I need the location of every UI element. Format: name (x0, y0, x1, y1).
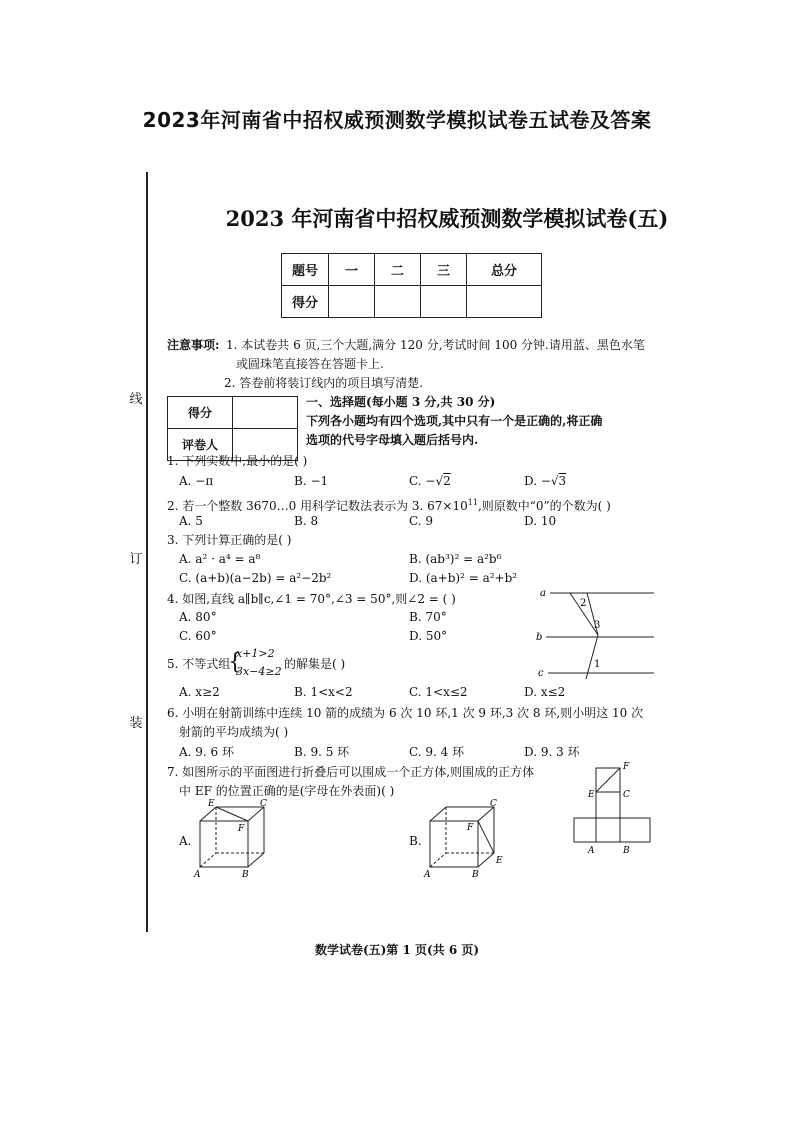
grader-label: 得分 (168, 397, 233, 429)
cube-b-label-b: B (472, 870, 479, 880)
q6-line1: 6. 小明在射箭训练中连续 10 箭的成绩为 6 次 10 环,1 次 9 环,3 次 8 环,则小明这 10 次 (167, 706, 644, 720)
page-footer: 数学试卷(五)第 1 页(共 6 页) (314, 943, 480, 957)
cube-b-edge (430, 807, 446, 821)
q1-option-a: A. −π (179, 474, 214, 488)
q7-line1: 7. 如图所示的平面图进行折叠后可以围成一个正方体,则围成的正方体 (167, 765, 535, 779)
transversal-lower (586, 635, 601, 679)
q7-line2: 中 EF 的位置正确的是(字母在外表面)( ) (179, 784, 395, 798)
q6-option-c: C. 9. 4 环 (409, 745, 465, 759)
q1-option-d-prefix: D. − (524, 474, 551, 488)
score-header-cell: 二 (375, 254, 421, 286)
cube-net-figure (570, 760, 654, 860)
q1-option-b: B. −1 (294, 474, 329, 488)
q5-option-a: A. x≥2 (179, 685, 220, 699)
cube-b-label-f: F (467, 823, 474, 833)
cube-a-label-e: E (208, 799, 215, 809)
net-label-a: A (588, 846, 595, 856)
q3-option-c: C. (a+b)(a−2b) = a²−2b² (179, 571, 332, 585)
q7-option-a: A. (179, 834, 192, 848)
notes-label: 注意事项: (167, 338, 220, 352)
score-table (281, 253, 542, 318)
q2-exponent: 11 (467, 498, 478, 507)
label-b: b (536, 632, 543, 643)
q2-option-d: D. 10 (524, 514, 557, 528)
q1-option-c-radicand: 2 (443, 474, 451, 488)
q2-stem (167, 493, 611, 516)
q3-option-d: D. (a+b)² = a²+b² (409, 571, 518, 585)
q6-option-a: A. 9. 6 环 (179, 745, 235, 759)
q5-option-b: B. 1<x<2 (294, 685, 353, 699)
net-label-c: C (623, 790, 630, 800)
q2-option-a: A. 5 (179, 514, 203, 528)
q1-option-c-prefix: C. − (409, 474, 436, 488)
notes-item1-line2: 或圆珠笔直接答在答题卡上. (236, 357, 384, 371)
q2-stem-text: 2. 若一个整数 3670…0 用科学记数法表示为 3. 67×10 (167, 499, 468, 513)
angle-2-label: 2 (580, 598, 587, 609)
cube-a-label-f: F (238, 824, 245, 834)
q6-option-d: D. 9. 3 环 (524, 745, 580, 759)
q2-option-c: C. 9 (409, 514, 434, 528)
label-c: c (538, 668, 544, 679)
q1-option-c: C. −√2 (409, 474, 451, 488)
net-face (620, 818, 650, 842)
cube-a-figure (192, 797, 274, 881)
q6-line2: 射箭的平均成绩为( ) (179, 725, 289, 739)
binding-label-zhuang: 装 (129, 716, 143, 731)
q4-option-c: C. 60° (179, 629, 217, 643)
angle-3-label: 3 (594, 620, 601, 631)
net-face (596, 792, 620, 818)
q5-inequality-1: x+1>2 (236, 647, 275, 660)
score-input-cell[interactable] (329, 286, 375, 318)
binding-label-ding: 订 (129, 552, 143, 567)
cube-b-hidden-edge (430, 853, 446, 867)
q4-option-b: B. 70° (409, 610, 447, 624)
net-face (574, 818, 596, 842)
score-input-cell[interactable] (375, 286, 421, 318)
q5-stem-prefix: 5. 不等式组 (167, 657, 231, 671)
q2-option-b: B. 8 (294, 514, 319, 528)
net-face (596, 818, 620, 842)
net-label-f: F (623, 762, 630, 772)
q3-option-a: A. a² · a⁴ = a⁸ (179, 552, 261, 566)
score-input-cell[interactable] (467, 286, 542, 318)
cube-b-ef-segment (478, 821, 494, 853)
label-a: a (540, 588, 546, 599)
q1-stem: 1. 下列实数中,最小的是( ) (167, 454, 308, 468)
net-ef-segment (596, 768, 620, 792)
binding-line (146, 172, 148, 932)
q4-stem: 4. 如图,直线 a∥b∥c,∠1 = 70°,∠3 = 50°,则∠2 = ( ) (167, 592, 456, 606)
net-label-e: E (588, 790, 595, 800)
notes-item2: 2. 答卷前将装订线内的项目填写清楚. (224, 376, 424, 390)
grader-input-cell[interactable] (233, 397, 298, 429)
section1-heading: 一、选择题(每小题 3 分,共 30 分) (306, 395, 496, 409)
score-input-cell[interactable] (421, 286, 467, 318)
cube-b-label-e: E (496, 856, 503, 866)
q3-stem: 3. 下列计算正确的是( ) (167, 533, 292, 547)
score-row-label: 得分 (282, 286, 329, 318)
q7-option-b: B. (409, 834, 422, 848)
angle-1-label: 1 (594, 659, 601, 670)
score-header-cell: 题号 (282, 254, 329, 286)
q1-option-d-radicand: 3 (558, 474, 567, 488)
q2-stem-end: ,则原数中“0”的个数为( ) (477, 499, 611, 513)
grader-label: 评卷人 (168, 429, 233, 461)
binding-label-xian: 线 (129, 392, 143, 407)
q3-option-b: B. (ab³)² = a²b⁶ (409, 552, 502, 566)
cube-a-label-a: A (194, 870, 201, 880)
q5-option-c: C. 1<x≤2 (409, 685, 468, 699)
cube-b-label-c: C (490, 799, 497, 809)
score-header-cell: 三 (421, 254, 467, 286)
q4-option-a: A. 80° (179, 610, 217, 624)
q1-option-d: D. −√3 (524, 474, 567, 488)
cube-a-edge (200, 807, 216, 821)
cube-a-ef-segment (216, 807, 248, 821)
cube-b-figure (422, 797, 504, 881)
notes-item1-line1: 1. 本试卷共 6 页,三个大题,满分 120 分,考试时间 100 分钟.请用蓝、黑色水笔 (226, 338, 645, 352)
cube-b-edge (478, 853, 494, 867)
document-title: 2023年河南省中招权威预测数学模拟试卷五试卷及答案 (142, 108, 652, 132)
score-header-cell: 一 (329, 254, 375, 286)
q5-inequality-2: 3x−4≥2 (236, 665, 282, 678)
cube-a-label-b: B (242, 870, 249, 880)
parallel-lines-figure (536, 585, 656, 681)
score-header-cell: 总分 (467, 254, 542, 286)
q5-stem-post: 的解集是( ) (284, 657, 346, 671)
cube-b-edge (478, 807, 494, 821)
paper-title: 2023 年河南省中招权威预测数学模拟试卷(五) (225, 206, 669, 231)
section1-instruction-line2: 选项的代号字母填入题后括号内. (306, 433, 479, 447)
q6-option-b: B. 9. 5 环 (294, 745, 350, 759)
q4-option-d: D. 50° (409, 629, 448, 643)
net-label-b: B (623, 846, 630, 856)
cube-a-hidden-edge (200, 853, 216, 867)
cube-a-label-c: C (260, 799, 267, 809)
section1-instruction-line1: 下列各小题均有四个选项,其中只有一个是正确的,将正确 (306, 414, 603, 428)
cube-b-label-a: A (424, 870, 431, 880)
cube-a-edge (248, 807, 264, 821)
q5-brace-icon: { (228, 650, 242, 675)
cube-a-edge (248, 853, 264, 867)
q5-option-d: D. x≤2 (524, 685, 566, 699)
